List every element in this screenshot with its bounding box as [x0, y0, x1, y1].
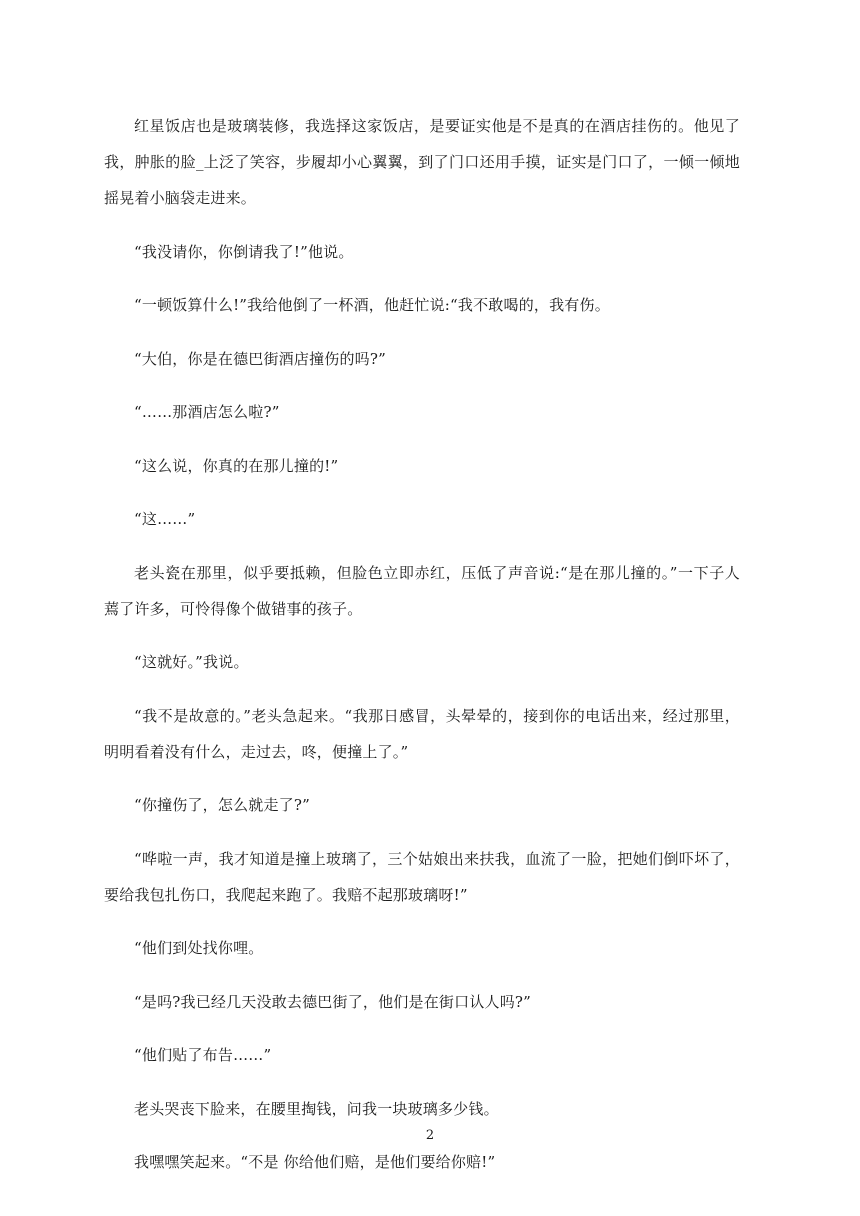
- paragraph: 老头瓷在那里，似乎要抵赖，但脸色立即赤红，压低了声音说:“是在那儿撞的。”一下子人蔫了许多，可怜得像个做错事的孩子。: [104, 563, 740, 618]
- paragraph: “大伯，你是在德巴街酒店撞伤的吗?”: [134, 349, 386, 368]
- paragraph: 红星饭店也是玻璃装修，我选择这家饭店，是要证实他是不是真的在酒店挂伤的。他见了我，肿胀的脸_上泛了笑容，步履却小心翼翼，到了门口还用手摸，证实是门口了，一倾一倾地摇晃着小脑袋走进来。: [104, 117, 740, 207]
- paragraph: “是吗?我已经几天没敢去德巴街了，他们是在街口认人吗?”: [134, 992, 532, 1011]
- paragraph: “一顿饭算什么!”我给他倒了一杯酒，他赶忙说:“我不敢喝的，我有伤。: [134, 296, 610, 314]
- paragraph: “这么说，你真的在那儿撞的!”: [134, 456, 339, 475]
- paragraph: “这……”: [134, 510, 196, 528]
- paragraph: “这就好。”我说。: [134, 653, 249, 671]
- paragraph: 我嘿嘿笑起来。“不是 你给他们赔，是他们要给你赔!”: [134, 1153, 496, 1171]
- paragraph: 老头哭丧下脸来，在腰里掏钱，问我一块玻璃多少钱。: [134, 1099, 499, 1118]
- paragraph: “……那酒店怎么啦?”: [134, 403, 280, 421]
- paragraph: “他们贴了布告……”: [134, 1046, 272, 1064]
- paragraph: “哗啦一声，我才知道是撞上玻璃了，三个姑娘出来扶我，血流了一脸，把她们倒吓坏了，要给我包扎伤口，我爬起来跑了。我赔不起那玻璃呀!”: [104, 849, 740, 904]
- page-body: [104, 108, 740, 1198]
- page-number: 2: [425, 1128, 435, 1143]
- paragraph: “你撞伤了，怎么就走了?”: [134, 796, 310, 814]
- paragraph: “我没请你，你倒请我了!”他说。: [134, 242, 354, 261]
- paragraph: “他们到处找你哩。: [134, 939, 264, 957]
- paragraph: “我不是故意的。”老头急起来。“我那日感冒，头晕晕的，接到你的电话出来，经过那里，明明看着没有什么，走过去，咚，便撞上了。”: [104, 706, 740, 761]
